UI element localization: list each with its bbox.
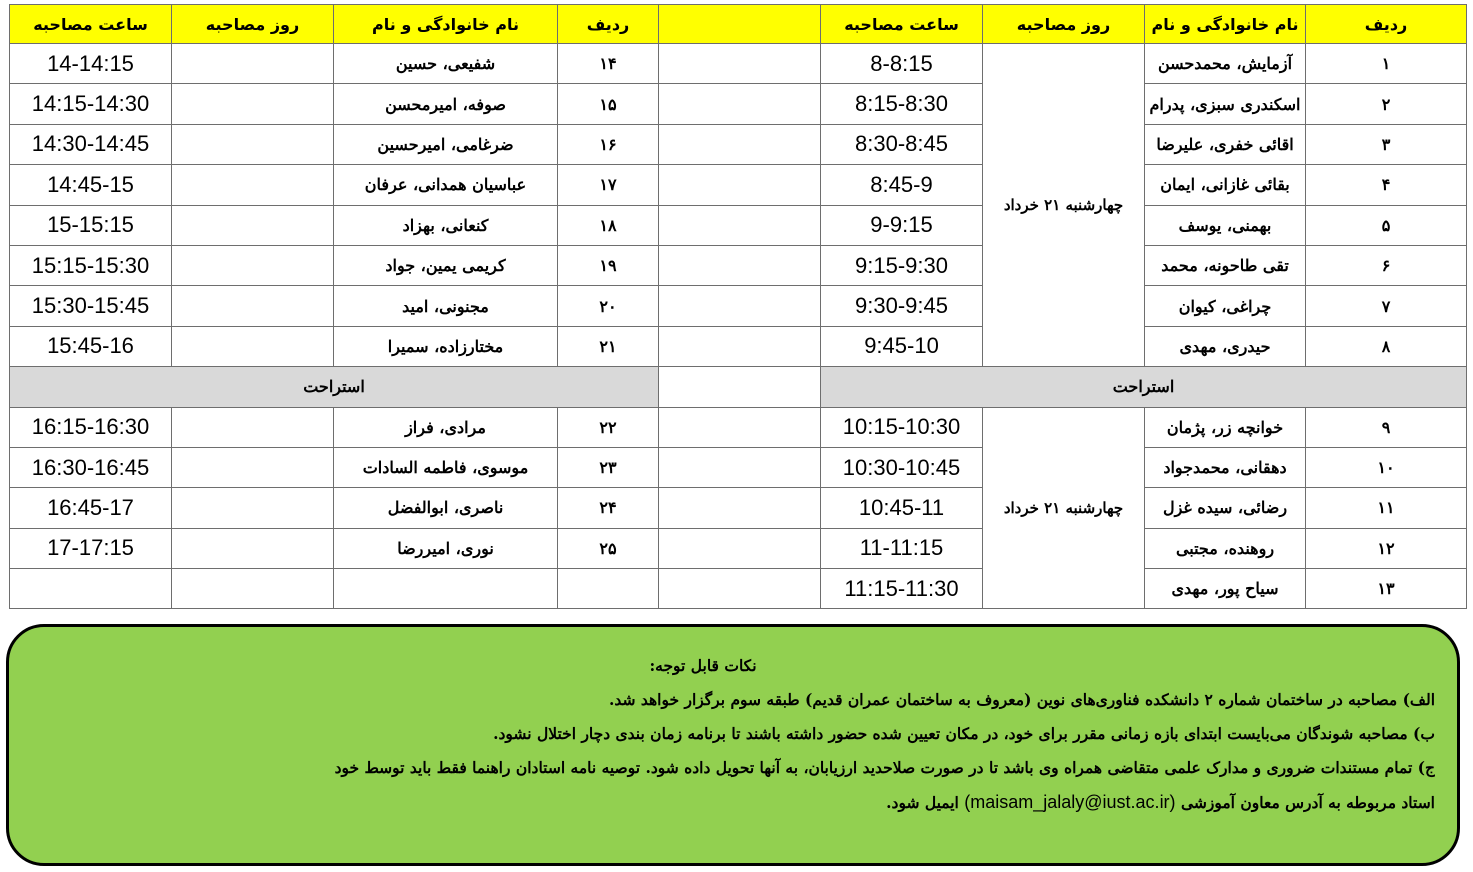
gap-cell [659, 286, 821, 326]
header-row-left: ردیف [558, 5, 659, 44]
left-row-number: ۲۲ [558, 407, 659, 447]
table-row [10, 205, 1467, 245]
right-name-cell: خوانچه زر، پژمان [1145, 407, 1306, 447]
left-time-cell: 17-17:15 [10, 528, 172, 568]
left-day-cell [172, 447, 334, 487]
left-time-cell: 14:15-14:30 [10, 84, 172, 124]
left-day-cell [172, 124, 334, 164]
right-day-cell: چهارشنبه ۲۱ خرداد [983, 407, 1145, 609]
note-b: ب) مصاحبه شوندگان می‌بایست ابتدای بازه زمانی مقرر برای خود، در مکان تعیین شده حضور داشته باشند تا برنامه زمان بندی دچار اختلال نشود. [493, 724, 1435, 743]
right-row-number: ۷ [1306, 286, 1467, 326]
header-name-right: نام خانوادگی و نام [1145, 5, 1306, 44]
left-time-cell: 15:45-16 [10, 326, 172, 366]
right-name-cell: حیدری، مهدی [1145, 326, 1306, 366]
table-row [10, 528, 1467, 568]
gap-cell [659, 488, 821, 528]
gap-cell [659, 367, 821, 407]
gap-cell [659, 447, 821, 487]
table-row [10, 326, 1467, 366]
left-day-cell [172, 488, 334, 528]
right-name-cell: رضائی، سیده غزل [1145, 488, 1306, 528]
left-day-cell [172, 245, 334, 285]
left-name-cell: کنعانی، بهزاد [334, 205, 558, 245]
left-time-cell: 14:45-15 [10, 165, 172, 205]
header-gap [659, 5, 821, 44]
note-a: الف) مصاحبه در ساختمان شماره ۲ دانشکده فناوری‌های نوین (معروف به ساختمان عمران قدیم) طبقه سوم برگزار خواهد شد. [608, 690, 1435, 709]
header-day-right: روز مصاحبه [983, 5, 1145, 44]
left-day-cell [172, 326, 334, 366]
left-row-number: ۲۵ [558, 528, 659, 568]
right-time-cell: 11-11:15 [821, 528, 983, 568]
table-row [10, 124, 1467, 164]
left-name-cell: نوری، امیررضا [334, 528, 558, 568]
right-name-cell: تقی طاحونه، محمد [1145, 245, 1306, 285]
gap-cell [659, 205, 821, 245]
table-row [10, 165, 1467, 205]
right-time-cell: 8:15-8:30 [821, 84, 983, 124]
gap-cell [659, 124, 821, 164]
right-name-cell: اسکندری سبزی، پدرام [1145, 84, 1306, 124]
table-row [10, 84, 1467, 124]
table-row [10, 488, 1467, 528]
left-day-cell [172, 44, 334, 84]
left-name-cell: موسوی، فاطمه السادات [334, 447, 558, 487]
left-row-number: ۱۷ [558, 165, 659, 205]
right-row-number: ۱۳ [1306, 569, 1467, 609]
gap-cell [659, 407, 821, 447]
right-row-number: ۴ [1306, 165, 1467, 205]
header-row [10, 5, 1467, 44]
table-row [10, 569, 1467, 609]
notes-title: نکات قابل توجه: [649, 656, 757, 675]
right-time-cell: 10:30-10:45 [821, 447, 983, 487]
right-time-cell: 11:15-11:30 [821, 569, 983, 609]
left-name-cell: ناصری، ابوالفضل [334, 488, 558, 528]
header-row-right: ردیف [1306, 5, 1467, 44]
right-name-cell: آزمایش، محمدحسن [1145, 44, 1306, 84]
left-name-cell: شفیعی، حسین [334, 44, 558, 84]
table-row [10, 245, 1467, 285]
header-name-left: نام خانوادگی و نام [334, 5, 558, 44]
rest-label-left: استراحت [10, 367, 659, 407]
left-time-cell: 16:15-16:30 [10, 407, 172, 447]
left-time-cell: 15-15:15 [10, 205, 172, 245]
note-d-end: ایمیل شود. [886, 793, 959, 812]
left-name-cell: ضرغامی، امیرحسین [334, 124, 558, 164]
gap-cell [659, 84, 821, 124]
left-row-number: ۱۹ [558, 245, 659, 285]
left-row-number: ۱۴ [558, 44, 659, 84]
notes-box [6, 624, 1460, 866]
right-time-cell: 9-9:15 [821, 205, 983, 245]
right-row-number: ۹ [1306, 407, 1467, 447]
left-name-cell: مجنونی، امید [334, 286, 558, 326]
right-name-cell: بهمنی، یوسف [1145, 205, 1306, 245]
left-day-cell [172, 528, 334, 568]
left-empty-cell [558, 569, 659, 609]
left-row-number: ۱۸ [558, 205, 659, 245]
rest-row [10, 367, 1467, 407]
left-time-cell: 15:15-15:30 [10, 245, 172, 285]
left-name-cell: مرادی، فراز [334, 407, 558, 447]
left-day-cell [172, 84, 334, 124]
right-row-number: ۸ [1306, 326, 1467, 366]
right-row-number: ۱۱ [1306, 488, 1467, 528]
gap-cell [659, 326, 821, 366]
right-time-cell: 8-8:15 [821, 44, 983, 84]
right-time-cell: 9:30-9:45 [821, 286, 983, 326]
left-row-number: ۲۱ [558, 326, 659, 366]
left-day-cell [172, 205, 334, 245]
right-time-cell: 8:30-8:45 [821, 124, 983, 164]
right-row-number: ۲ [1306, 84, 1467, 124]
left-row-number: ۱۵ [558, 84, 659, 124]
left-empty-cell [334, 569, 558, 609]
right-row-number: ۱ [1306, 44, 1467, 84]
right-row-number: ۱۲ [1306, 528, 1467, 568]
left-time-cell: 14-14:15 [10, 44, 172, 84]
right-time-cell: 9:45-10 [821, 326, 983, 366]
table-row [10, 44, 1467, 84]
rest-label-right: استراحت [821, 367, 1467, 407]
left-day-cell [172, 407, 334, 447]
header-day-left: روز مصاحبه [172, 5, 334, 44]
header-time-right: ساعت مصاحبه [821, 5, 983, 44]
gap-cell [659, 569, 821, 609]
left-name-cell: مختارزاده، سمیرا [334, 326, 558, 366]
note-d-start: استاد مربوطه به آدرس معاون آموزشی [1180, 793, 1435, 812]
right-name-cell: چراغی، کیوان [1145, 286, 1306, 326]
left-day-cell [172, 286, 334, 326]
email-address: (maisam_jalaly@iust.ac.ir) [964, 792, 1176, 812]
note-c: ج) تمام مستندات ضروری و مدارک علمی متقاضی همراه وی باشد تا در صورت صلاحدید ارزیابان، به آنها تحویل داده شود. توصیه نامه استادان راهنما فقط باید توسط خود [334, 758, 1435, 777]
right-name-cell: اقائی خفری، علیرضا [1145, 124, 1306, 164]
right-name-cell: سیاح پور، مهدی [1145, 569, 1306, 609]
left-time-cell: 16:30-16:45 [10, 447, 172, 487]
right-time-cell: 10:45-11 [821, 488, 983, 528]
interview-schedule-table [9, 4, 1467, 609]
left-empty-cell [10, 569, 172, 609]
left-name-cell: صوفه، امیرمحسن [334, 84, 558, 124]
right-time-cell: 10:15-10:30 [821, 407, 983, 447]
gap-cell [659, 44, 821, 84]
right-row-number: ۱۰ [1306, 447, 1467, 487]
right-row-number: ۵ [1306, 205, 1467, 245]
left-time-cell: 14:30-14:45 [10, 124, 172, 164]
right-row-number: ۶ [1306, 245, 1467, 285]
right-row-number: ۳ [1306, 124, 1467, 164]
left-name-cell: کریمی یمین، جواد [334, 245, 558, 285]
header-time-left: ساعت مصاحبه [10, 5, 172, 44]
left-time-cell: 16:45-17 [10, 488, 172, 528]
right-name-cell: دهقانی، محمدجواد [1145, 447, 1306, 487]
note-d [31, 785, 1435, 819]
left-row-number: ۲۴ [558, 488, 659, 528]
gap-cell [659, 245, 821, 285]
table-row [10, 286, 1467, 326]
left-empty-cell [172, 569, 334, 609]
left-day-cell [172, 165, 334, 205]
gap-cell [659, 528, 821, 568]
right-name-cell: بقائی غازانی، ایمان [1145, 165, 1306, 205]
gap-cell [659, 165, 821, 205]
table-row [10, 407, 1467, 447]
left-row-number: ۲۳ [558, 447, 659, 487]
left-row-number: ۲۰ [558, 286, 659, 326]
right-time-cell: 9:15-9:30 [821, 245, 983, 285]
left-name-cell: عباسیان همدانی، عرفان [334, 165, 558, 205]
left-row-number: ۱۶ [558, 124, 659, 164]
right-name-cell: روهنده، مجتبی [1145, 528, 1306, 568]
left-time-cell: 15:30-15:45 [10, 286, 172, 326]
table-row [10, 447, 1467, 487]
right-day-cell: چهارشنبه ۲۱ خرداد [983, 44, 1145, 367]
right-time-cell: 8:45-9 [821, 165, 983, 205]
